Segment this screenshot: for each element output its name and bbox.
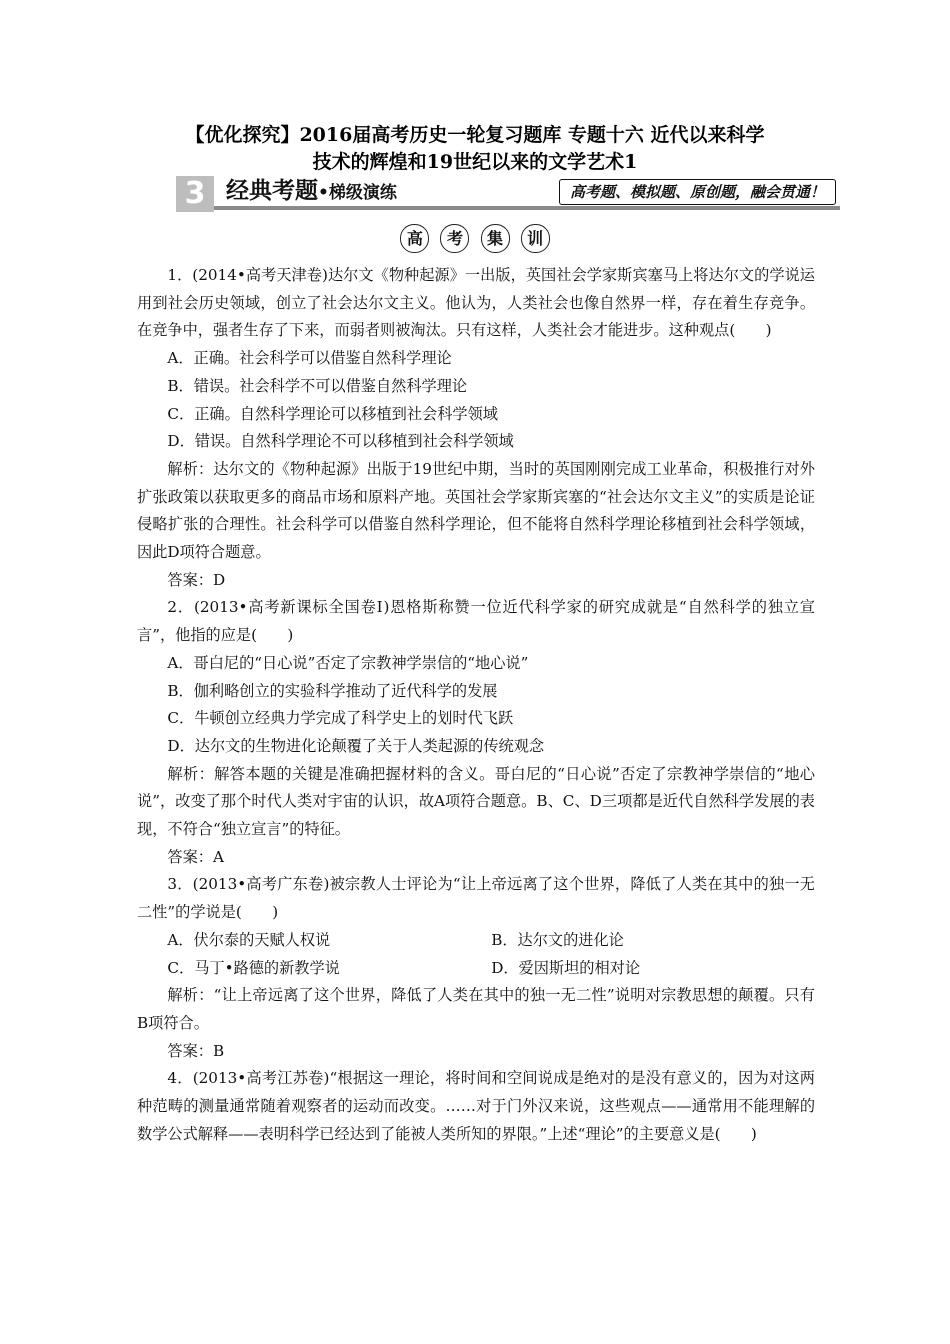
option-a: A．哥白尼的“日心说”否定了宗教神学崇信的“地心说” [167,653,529,672]
question-analysis: 解析：“让上帝远离了这个世界，降低了人类在其中的独一无二性”说明对宗教思想的颠覆。只有B项符合。 [137,986,815,1032]
question-answer: 答案：B [167,1041,225,1060]
option-a: A．正确。社会科学可以借鉴自然科学理论 [167,349,452,368]
banner-label-main: 经典考题 [226,178,318,204]
document-title [120,122,830,176]
question-analysis: 解析：解答本题的关键是准确把握材料的含义。哥白尼的“日心说”否定了宗教神学崇信的“地心说”，改变了那个时代人类对宇宙的认识，故A项符合题意。B、C、D三项都是近代自然科学发展的表现，不符合“独立宣言”的特征。 [137,764,815,839]
option-row [137,927,815,955]
option-c: C．马丁•路德的新教学说 [167,958,340,977]
section-char: 集 [481,224,510,253]
question-list [137,262,815,1149]
option-b: B．错误。社会科学不可以借鉴自然科学理论 [167,376,468,395]
question-answer: 答案：A [167,847,224,866]
option-row [137,955,815,983]
question-stem: 1．(2014•高考天津卷)达尔文《物种起源》一出版，英国社会学家斯宾塞马上将达尔文的学说运用到社会历史领域，创立了社会达尔文主义。他认为，人类社会也像自然界一样，存在着生存竞争。在竞争中，强者生存了下来，而弱者则被淘汰。只有这样，人类社会才能进步。这种观点( ) [137,266,815,340]
question-stem: 3．(2013•高考广东卷)被宗教人士评论为“让上帝远离了这个世界，降低了人类在其中的独一无二性”的学说是( ) [137,875,815,922]
question-stem: 4．(2013•高考江苏卷)“根据这一理论，将时间和空间说成是绝对的是没有意义的，因为对这两种范畴的测量通常随着观察者的运动而改变。……对于门外汉来说，这些观点——通常用不能理解的数学公式解释——表明科学已经达到了能被人类所知的界限。”上述“理论”的主要意义是( ) [137,1069,815,1143]
option-c: C．牛顿创立经典力学完成了科学史上的划时代飞跃 [167,709,514,728]
banner-tagline: 高考题、模拟题、原创题，融会贯通！ [559,179,836,205]
banner-label [226,177,397,207]
title-line-2: 技术的辉煌和19世纪以来的文学艺术1 [312,151,638,173]
banner-number: 3 [176,176,214,212]
question-stem: 2．(2013•高考新课标全国卷Ⅰ)恩格斯称赞一位近代科学家的研究成就是“自然科学的独立宣言”，他指的应是( ) [137,598,815,645]
section-char: 训 [521,224,550,253]
option-a: A．伏尔泰的天赋人权说 [167,930,331,949]
question-1 [137,262,815,594]
question-answer: 答案：D [167,570,226,589]
option-d: D．爱因斯坦的相对论 [491,958,641,977]
section-banner [176,176,840,212]
title-line-1: 【优化探究】2016届高考历史一轮复习题库 专题十六 近代以来科学 [185,124,765,146]
banner-sublabel: •梯级演练 [318,183,397,203]
section-char: 高 [400,224,429,253]
section-heading [0,224,950,254]
section-char: 考 [440,224,469,253]
question-2 [137,594,815,871]
option-d: D．达尔文的生物进化论颠覆了关于人类起源的传统观念 [167,736,545,755]
option-b: B．伽利略创立的实验科学推动了近代科学的发展 [167,681,498,700]
question-analysis: 解析：达尔文的《物种起源》出版于19世纪中期，当时的英国刚刚完成工业革命，积极推行对外扩张政策以获取更多的商品市场和原料产地。英国社会学家斯宾塞的“社会达尔文主义”的实质是论证侵略扩张的合理性。社会科学可以借鉴自然科学理论，但不能将自然科学理论移植到社会科学领域，因此D项符合题意。 [137,459,815,562]
option-d: D．错误。自然科学理论不可以移植到社会科学领域 [167,432,514,451]
question-3 [137,871,815,1065]
option-b: B．达尔文的进化论 [491,930,624,949]
question-4 [137,1065,815,1148]
option-c: C．正确。自然科学理论可以移植到社会科学领域 [167,404,498,423]
